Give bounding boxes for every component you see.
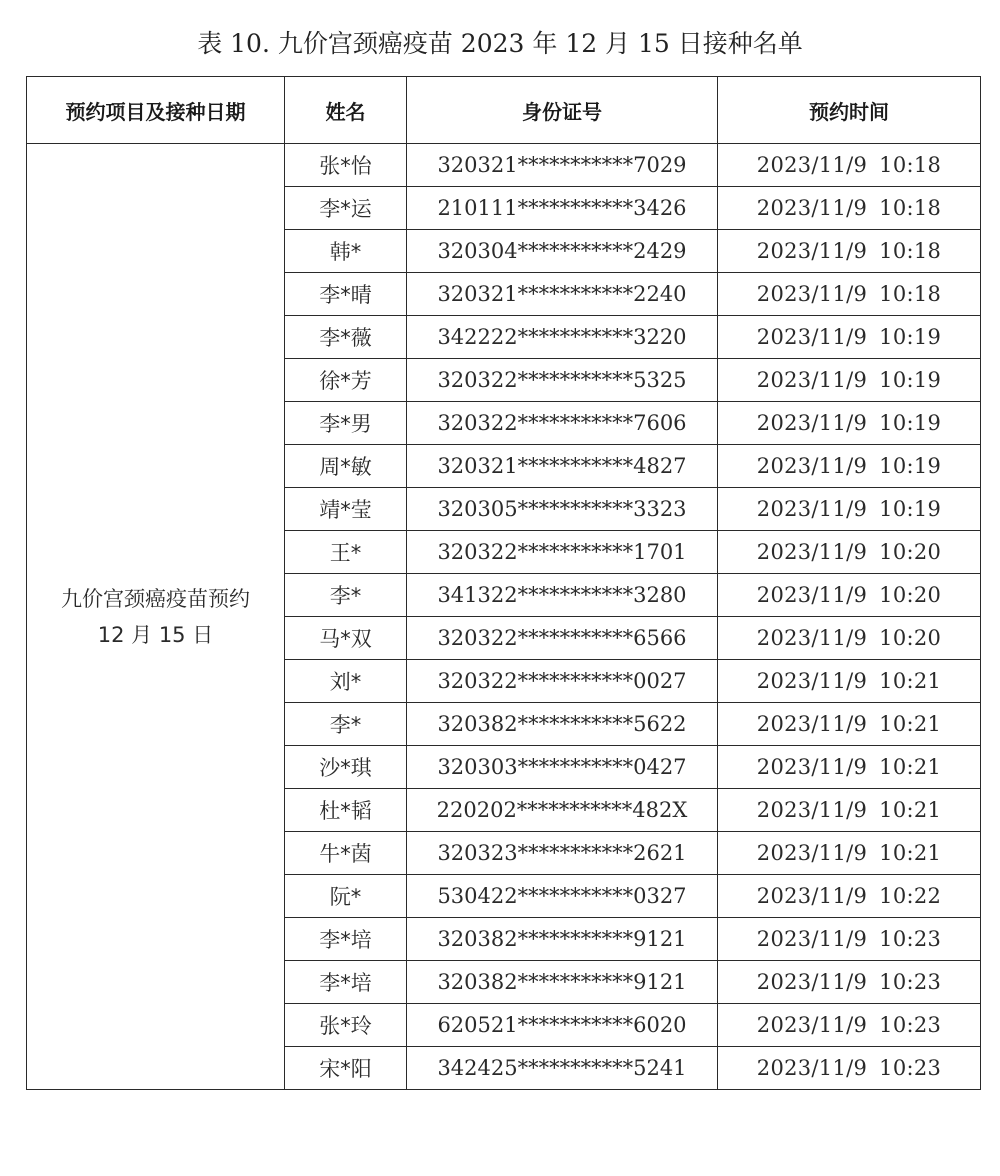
- id-number-cell: 320322***********0027: [407, 660, 718, 703]
- appointment-date: 2023/11/9: [756, 540, 868, 564]
- project-name: 九价宫颈癌疫苗预约: [61, 586, 250, 611]
- header-row: [27, 77, 981, 144]
- appointment-date: 2023/11/9: [756, 196, 868, 220]
- name-cell: 李*: [285, 703, 407, 746]
- name-cell: 张*玲: [285, 1004, 407, 1047]
- id-number-cell: 320322***********6566: [407, 617, 718, 660]
- id-number-cell: 320382***********9121: [407, 918, 718, 961]
- name-cell: 李*: [285, 574, 407, 617]
- table-title: 表 10. 九价宫颈癌疫苗 2023 年 12 月 15 日接种名单: [197, 29, 803, 58]
- appointment-clock: 10:18: [879, 239, 942, 263]
- appointment-clock: 10:19: [879, 411, 942, 435]
- id-number-cell: 320321***********2240: [407, 273, 718, 316]
- appointment-clock: 10:20: [879, 583, 942, 607]
- appointment-date: 2023/11/9: [756, 282, 868, 306]
- appointment-time-cell: [718, 918, 981, 961]
- appointment-date: 2023/11/9: [756, 153, 868, 177]
- name-cell: 李*晴: [285, 273, 407, 316]
- id-number-cell: 530422***********0327: [407, 875, 718, 918]
- appointment-date: 2023/11/9: [756, 454, 868, 478]
- appointment-time-cell: [718, 789, 981, 832]
- id-number-cell: 210111***********3426: [407, 187, 718, 230]
- name-cell: 李*运: [285, 187, 407, 230]
- appointment-clock: 10:23: [879, 927, 942, 951]
- appointment-date: 2023/11/9: [756, 1056, 868, 1080]
- appointment-time-cell: [718, 660, 981, 703]
- appointment-clock: 10:21: [879, 841, 942, 865]
- appointment-clock: 10:23: [879, 1013, 942, 1037]
- appointment-time-cell: [718, 832, 981, 875]
- name-cell: 徐*芳: [285, 359, 407, 402]
- appointment-date: 2023/11/9: [756, 1013, 868, 1037]
- appointment-clock: 10:19: [879, 497, 942, 521]
- name-cell: 马*双: [285, 617, 407, 660]
- appointment-date: 2023/11/9: [756, 239, 868, 263]
- appointment-date: 2023/11/9: [756, 669, 868, 693]
- appointment-clock: 10:21: [879, 798, 942, 822]
- appointment-date: 2023/11/9: [756, 411, 868, 435]
- name-cell: 周*敏: [285, 445, 407, 488]
- appointment-clock: 10:21: [879, 712, 942, 736]
- id-number-cell: 320322***********1701: [407, 531, 718, 574]
- appointment-clock: 10:19: [879, 368, 942, 392]
- appointment-time-cell: [718, 144, 981, 187]
- appointment-time-cell: [718, 746, 981, 789]
- appointment-date: 2023/11/9: [756, 497, 868, 521]
- appointment-clock: 10:20: [879, 540, 942, 564]
- appointment-date: 2023/11/9: [756, 798, 868, 822]
- appointment-time-cell: [718, 1047, 981, 1090]
- project-date: 12 月 15 日: [97, 622, 214, 647]
- id-number-cell: 320303***********0427: [407, 746, 718, 789]
- appointment-date: 2023/11/9: [756, 841, 868, 865]
- appointment-clock: 10:23: [879, 970, 942, 994]
- appointment-time-cell: [718, 617, 981, 660]
- appointment-date: 2023/11/9: [756, 583, 868, 607]
- appointment-clock: 10:23: [879, 1056, 942, 1080]
- appointment-time-cell: [718, 359, 981, 402]
- appointment-clock: 10:18: [879, 196, 942, 220]
- header-project-date: 预约项目及接种日期: [27, 77, 285, 144]
- appointment-time-cell: [718, 875, 981, 918]
- appointment-time-cell: [718, 1004, 981, 1047]
- project-date-cell: [27, 144, 285, 1090]
- appointment-clock: 10:22: [879, 884, 942, 908]
- header-name: 姓名: [285, 77, 407, 144]
- id-number-cell: 341322***********3280: [407, 574, 718, 617]
- appointment-time-cell: [718, 187, 981, 230]
- name-cell: 李*培: [285, 961, 407, 1004]
- id-number-cell: 320323***********2621: [407, 832, 718, 875]
- id-number-cell: 320304***********2429: [407, 230, 718, 273]
- name-cell: 阮*: [285, 875, 407, 918]
- appointment-time-cell: [718, 445, 981, 488]
- vaccination-roster-table: [26, 76, 981, 1090]
- name-cell: 韩*: [285, 230, 407, 273]
- appointment-clock: 10:21: [879, 755, 942, 779]
- name-cell: 宋*阳: [285, 1047, 407, 1090]
- name-cell: 李*男: [285, 402, 407, 445]
- appointment-date: 2023/11/9: [756, 712, 868, 736]
- appointment-date: 2023/11/9: [756, 884, 868, 908]
- appointment-clock: 10:18: [879, 153, 942, 177]
- id-number-cell: 620521***********6020: [407, 1004, 718, 1047]
- id-number-cell: 320321***********4827: [407, 445, 718, 488]
- appointment-date: 2023/11/9: [756, 927, 868, 951]
- appointment-clock: 10:18: [879, 282, 942, 306]
- name-cell: 李*薇: [285, 316, 407, 359]
- id-number-cell: 342425***********5241: [407, 1047, 718, 1090]
- appointment-clock: 10:19: [879, 454, 942, 478]
- appointment-time-cell: [718, 488, 981, 531]
- appointment-time-cell: [718, 574, 981, 617]
- appointment-date: 2023/11/9: [756, 325, 868, 349]
- appointment-time-cell: [718, 273, 981, 316]
- name-cell: 靖*莹: [285, 488, 407, 531]
- name-cell: 沙*琪: [285, 746, 407, 789]
- header-appointment-time: 预约时间: [718, 77, 981, 144]
- name-cell: 李*培: [285, 918, 407, 961]
- id-number-cell: 320322***********5325: [407, 359, 718, 402]
- appointment-time-cell: [718, 703, 981, 746]
- appointment-clock: 10:20: [879, 626, 942, 650]
- header-id-number: 身份证号: [407, 77, 718, 144]
- name-cell: 杜*韬: [285, 789, 407, 832]
- id-number-cell: 342222***********3220: [407, 316, 718, 359]
- id-number-cell: 320321***********7029: [407, 144, 718, 187]
- name-cell: 刘*: [285, 660, 407, 703]
- appointment-clock: 10:21: [879, 669, 942, 693]
- appointment-time-cell: [718, 531, 981, 574]
- appointment-date: 2023/11/9: [756, 368, 868, 392]
- name-cell: 牛*茵: [285, 832, 407, 875]
- name-cell: 王*: [285, 531, 407, 574]
- appointment-date: 2023/11/9: [756, 626, 868, 650]
- appointment-time-cell: [718, 961, 981, 1004]
- name-cell: 张*怡: [285, 144, 407, 187]
- id-number-cell: 320305***********3323: [407, 488, 718, 531]
- appointment-time-cell: [718, 316, 981, 359]
- id-number-cell: 220202***********482X: [407, 789, 718, 832]
- appointment-date: 2023/11/9: [756, 970, 868, 994]
- id-number-cell: 320382***********5622: [407, 703, 718, 746]
- id-number-cell: 320322***********7606: [407, 402, 718, 445]
- id-number-cell: 320382***********9121: [407, 961, 718, 1004]
- table-body: [27, 144, 981, 1090]
- table-row: [27, 144, 981, 187]
- appointment-time-cell: [718, 230, 981, 273]
- appointment-clock: 10:19: [879, 325, 942, 349]
- appointment-time-cell: [718, 402, 981, 445]
- appointment-date: 2023/11/9: [756, 755, 868, 779]
